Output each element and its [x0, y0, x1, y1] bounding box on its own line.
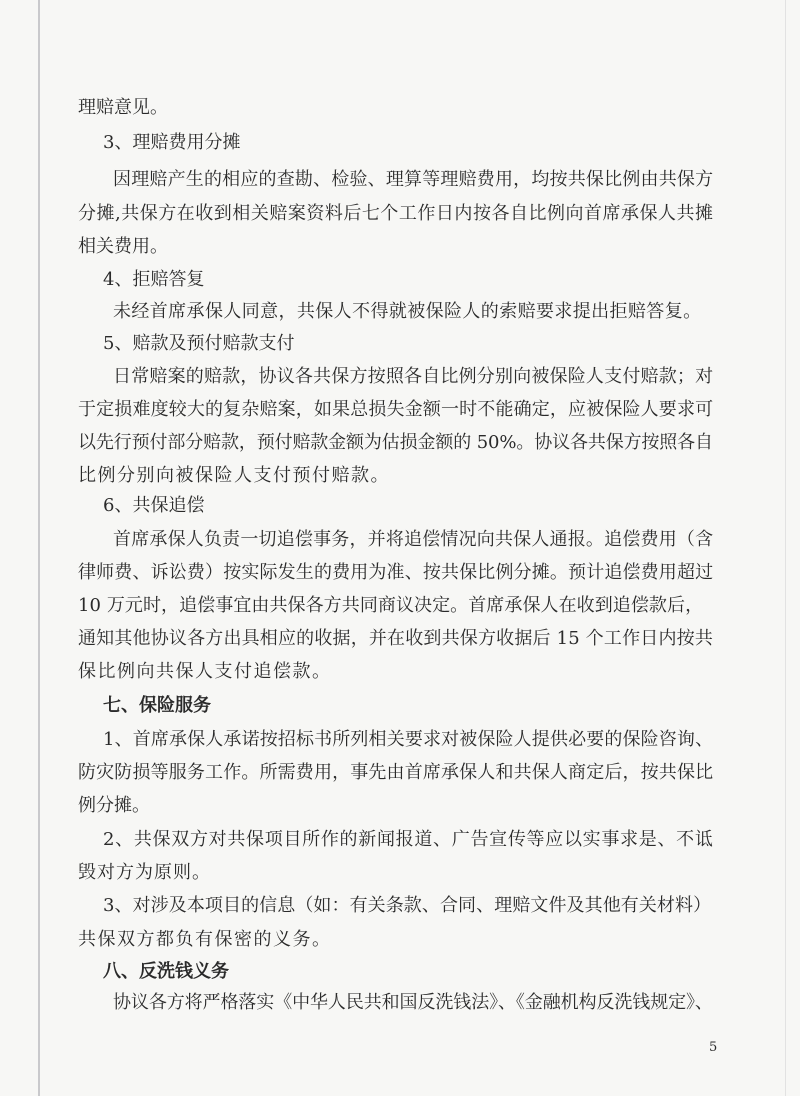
paragraph-line: 保比例向共保人支付追偿款。: [78, 661, 332, 682]
paragraph-line: 律师费、诉讼费）按实际发生的费用为准、按共保比例分摊。预计追偿费用超过: [78, 562, 714, 583]
paragraph-line: 因理赔产生的相应的查勘、检验、理算等理赔费用，均按共保比例由共保方: [113, 169, 714, 190]
paragraph-line: 于定损难度较大的复杂赔案，如果总损失金额一时不能确定，应被保险人要求可: [78, 399, 714, 420]
paragraph-line: 例分摊。: [78, 795, 150, 816]
subheading-payment: 5、赔款及预付赔款支付: [103, 333, 295, 354]
subheading-claim-cost-sharing: 3、理赔费用分摊: [103, 132, 241, 153]
scan-binding-edge: [38, 0, 40, 1096]
paragraph-line: 首席承保人负责一切追偿事务，并将追偿情况向共保人通报。追偿费用（含: [113, 529, 714, 550]
paragraph-line: 协议各方将严格落实《中华人民共和国反洗钱法》、《金融机构反洗钱规定》、: [113, 992, 713, 1013]
paragraph-line: 2、共保双方对共保项目所作的新闻报道、广告宣传等应以实事求是、不诋: [103, 829, 714, 850]
paragraph-line: 10 万元时，追偿事宜由共保各方共同商议决定。首席承保人在收到追偿款后，: [78, 595, 704, 616]
paragraph-line: 理赔意见。: [78, 97, 168, 118]
subheading-recovery: 6、共保追偿: [103, 495, 205, 516]
section-heading-insurance-service: 七、保险服务: [103, 695, 211, 716]
paragraph-line: 毁对方为原则。: [78, 862, 211, 883]
paragraph-line: 3、对涉及本项目的信息（如：有关条款、合同、理赔文件及其他有关材料）: [103, 895, 712, 916]
paragraph-line: 未经首席承保人同意，共保人不得就被保险人的索赔要求提出拒赔答复。: [113, 301, 702, 322]
paragraph-line: 分摊,共保方在收到相关赔案资料后七个工作日内按各自比例向首席承保人共摊: [78, 203, 714, 224]
page-number: 5: [709, 1040, 718, 1055]
paragraph-line: 共保双方都负有保密的义务。: [78, 929, 332, 950]
paragraph-line: 通知其他协议各方出具相应的收据，并在收到共保方收据后 15 个工作日内按共: [78, 628, 714, 649]
paragraph-line: 日常赔案的赔款，协议各共保方按照各自比例分别向被保险人支付赔款；对: [113, 366, 714, 387]
subheading-claim-rejection: 4、拒赔答复: [103, 269, 205, 290]
paragraph-line: 防灾防损等服务工作。所需费用，事先由首席承保人和共保人商定后，按共保比: [78, 762, 714, 783]
paragraph-line: 比例分别向被保险人支付预付赔款。: [78, 465, 390, 486]
paragraph-line: 相关费用。: [78, 236, 168, 257]
paragraph-line: 1、首席承保人承诺按招标书所列相关要求对被保险人提供必要的保险咨询、: [103, 729, 714, 750]
section-heading-anti-money-laundering: 八、反洗钱义务: [103, 961, 229, 982]
scan-right-edge: [785, 0, 786, 1096]
paragraph-line: 以先行预付部分赔款，预付赔款金额为估损金额的 50%。协议各共保方按照各自: [78, 432, 713, 453]
